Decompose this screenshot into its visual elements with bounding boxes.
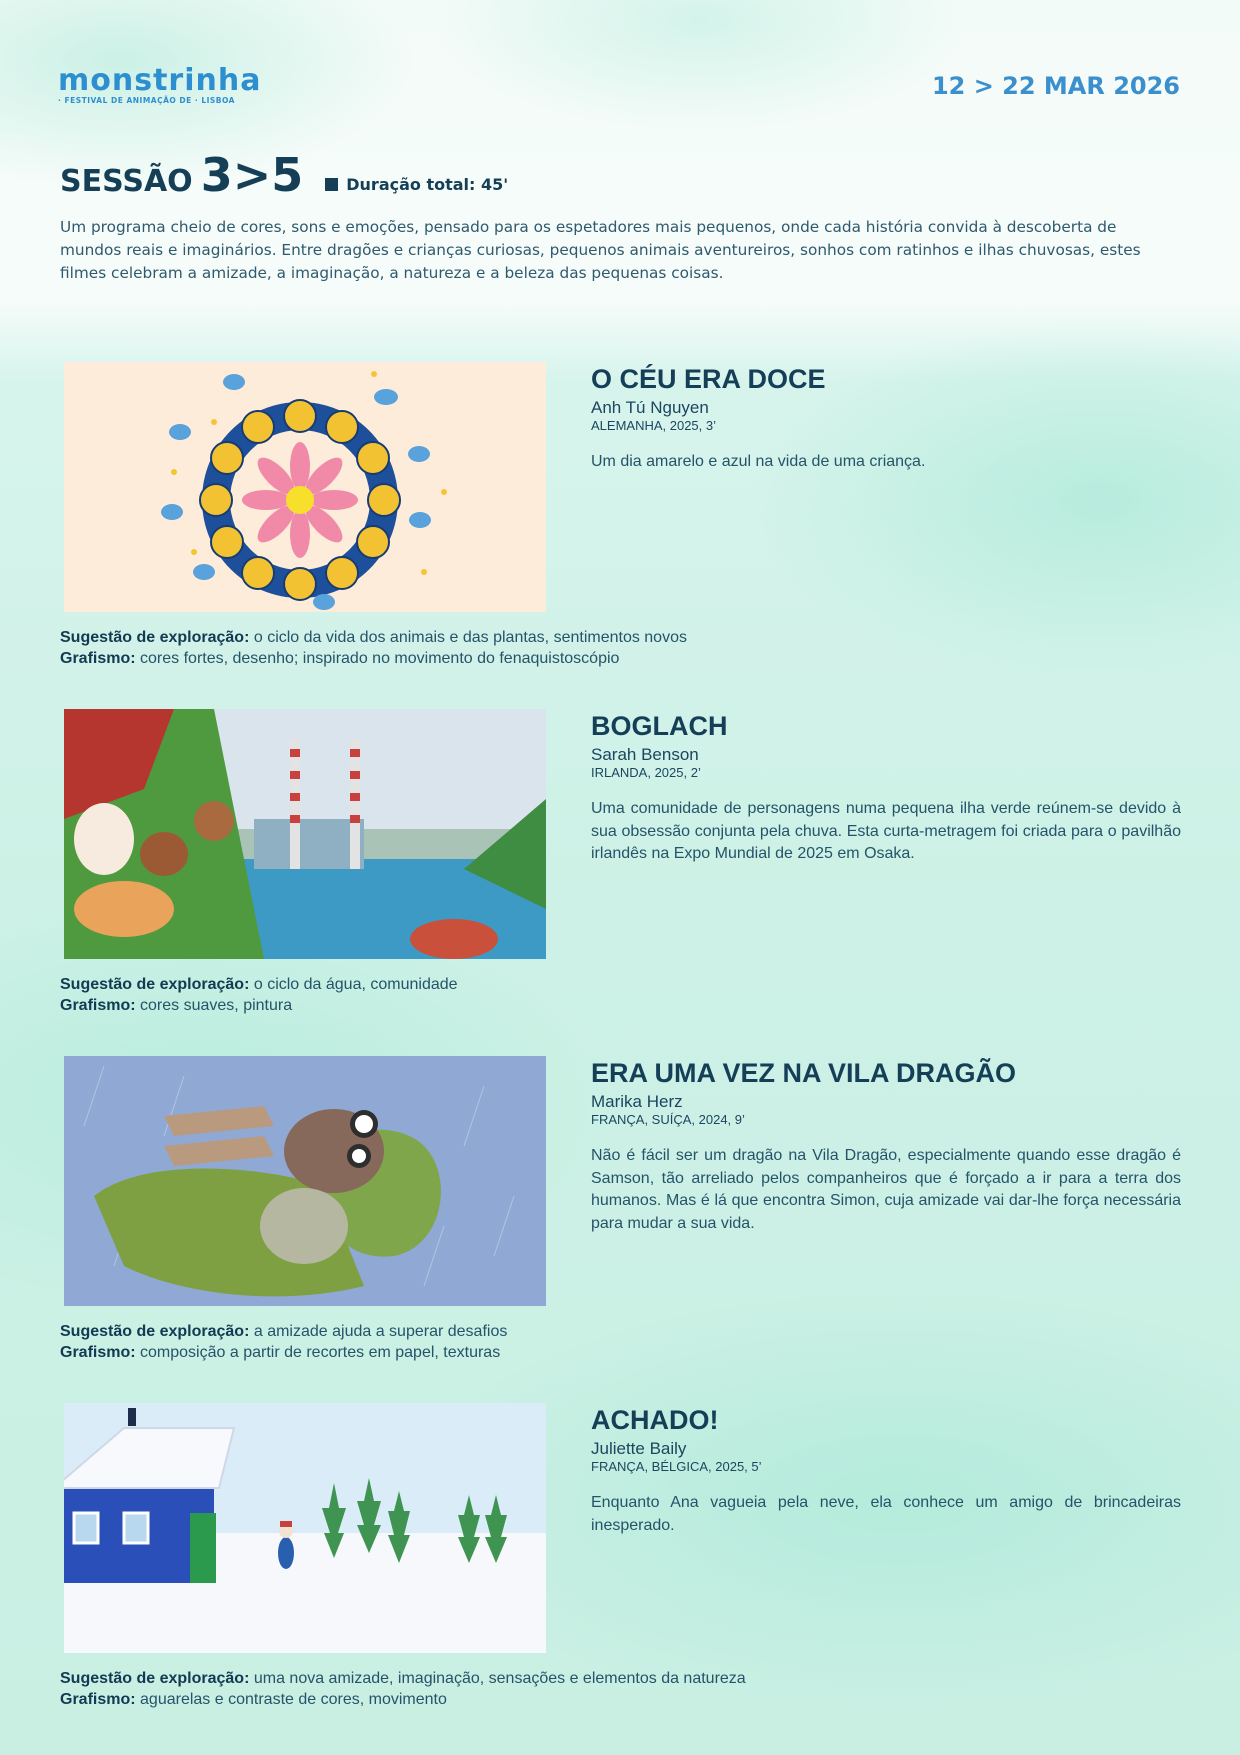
film-info xyxy=(591,362,1181,474)
film-synopsis: Uma comunidade de personagens numa pequena ilha verde reúnem-se devido à sua obsessão conjunta pela chuva. Esta curta-metragem foi criada para o pavilhão irlandês na Expo Mundial de 2025 em Osaka. xyxy=(591,800,1181,862)
exploration-label: Sugestão de exploração: xyxy=(60,976,250,993)
exploration-line xyxy=(60,628,687,649)
exploration-line xyxy=(60,975,458,996)
graphics-line xyxy=(60,996,458,1017)
film-info xyxy=(591,1403,1181,1537)
graphics-text: aguarelas e contraste de cores, movimento xyxy=(140,1690,447,1708)
film-director: Marika Herz xyxy=(591,1092,683,1111)
graphics-text: composição a partir de recortes em papel, texturas xyxy=(140,1343,501,1361)
exploration-label: Sugestão de exploração: xyxy=(60,1323,250,1340)
film-meta: FRANÇA, SUÍÇA, 2024, 9’ xyxy=(591,1112,745,1127)
session-intro: Um programa cheio de cores, sons e emoções, pensado para os espetadores mais pequenos, onde cada história convida à descoberta de mundos reais e imaginários. Entre dragões e crianças curiosas, pequenos animais aventureiros, sonhos com ratinhos e ilhas chuvosas, estes filmes celebram a amizade, a imaginação, a natureza e a beleza das pequenas coisas. xyxy=(60,218,1141,282)
exploration-line xyxy=(60,1669,746,1690)
duration-text: Duração total: 45' xyxy=(346,175,509,194)
film-synopsis: Enquanto Ana vagueia pela neve, ela conhece um amigo de brincadeiras inesperado. xyxy=(591,1494,1181,1534)
graphics-label: Grafismo: xyxy=(60,1690,136,1708)
graphics-text: cores suaves, pintura xyxy=(140,996,293,1014)
film-notes xyxy=(60,1322,507,1363)
session-heading xyxy=(60,148,508,202)
graphics-label: Grafismo: xyxy=(60,996,136,1014)
session-number: 3>5 xyxy=(200,148,304,202)
exploration-line xyxy=(60,1322,507,1343)
film-director: Juliette Baily xyxy=(591,1439,687,1458)
film-still-image xyxy=(64,1056,546,1306)
graphics-line xyxy=(60,649,687,670)
film-synopsis: Um dia amarelo e azul na vida de uma criança. xyxy=(591,453,926,470)
film-still-image xyxy=(64,709,546,959)
logo-subtitle: · FESTIVAL DE ANIMAÇÃO DE · LISBOA xyxy=(58,96,235,105)
graphics-line xyxy=(60,1343,507,1364)
logo-wordmark: monstrinha xyxy=(58,63,262,98)
film-title: ERA UMA VEZ NA VILA DRAGÃO xyxy=(591,1058,1016,1088)
film-meta: FRANÇA, BÉLGICA, 2025, 5’ xyxy=(591,1459,762,1474)
exploration-text: uma nova amizade, imaginação, sensações e elementos da natureza xyxy=(253,1670,746,1687)
session-duration xyxy=(325,175,508,194)
session-label: SESSÃO xyxy=(60,164,193,199)
film-director: Anh Tú Nguyen xyxy=(591,398,709,417)
film-notes xyxy=(60,975,458,1016)
film-title: O CÉU ERA DOCE xyxy=(591,364,826,394)
graphics-line xyxy=(60,1690,746,1711)
graphics-label: Grafismo: xyxy=(60,649,136,667)
film-director: Sarah Benson xyxy=(591,745,699,764)
film-title: ACHADO! xyxy=(591,1405,719,1435)
film-still-image xyxy=(64,1403,546,1653)
exploration-text: a amizade ajuda a superar desafios xyxy=(253,1323,508,1340)
film-info xyxy=(591,1056,1181,1235)
exploration-label: Sugestão de exploração: xyxy=(60,629,250,646)
film-notes xyxy=(60,1669,746,1710)
exploration-text: o ciclo da água, comunidade xyxy=(253,976,458,993)
film-synopsis: Não é fácil ser um dragão na Vila Dragão, especialmente quando esse dragão é Samson, tão arreliado pelos companheiros que é forçado a ir para a terra dos humanos. Mas é lá que encontra Simon, cuja amizade vai dar-lhe força necessária para mudar a sua vida. xyxy=(591,1147,1181,1232)
graphics-text: cores fortes, desenho; inspirado no movimento do fenaquistoscópio xyxy=(140,649,620,667)
exploration-label: Sugestão de exploração: xyxy=(60,1670,250,1687)
film-notes xyxy=(60,628,687,669)
graphics-label: Grafismo: xyxy=(60,1343,136,1361)
festival-logo xyxy=(58,64,261,105)
exploration-text: o ciclo da vida dos animais e das plantas, sentimentos novos xyxy=(253,629,687,646)
festival-dates: 12 > 22 MAR 2026 xyxy=(931,72,1180,100)
film-meta: ALEMANHA, 2025, 3’ xyxy=(591,418,717,433)
film-meta: IRLANDA, 2025, 2’ xyxy=(591,765,701,780)
square-bullet-icon xyxy=(325,178,338,191)
film-still-image xyxy=(64,362,546,612)
film-info xyxy=(591,709,1181,866)
film-title: BOGLACH xyxy=(591,711,728,741)
